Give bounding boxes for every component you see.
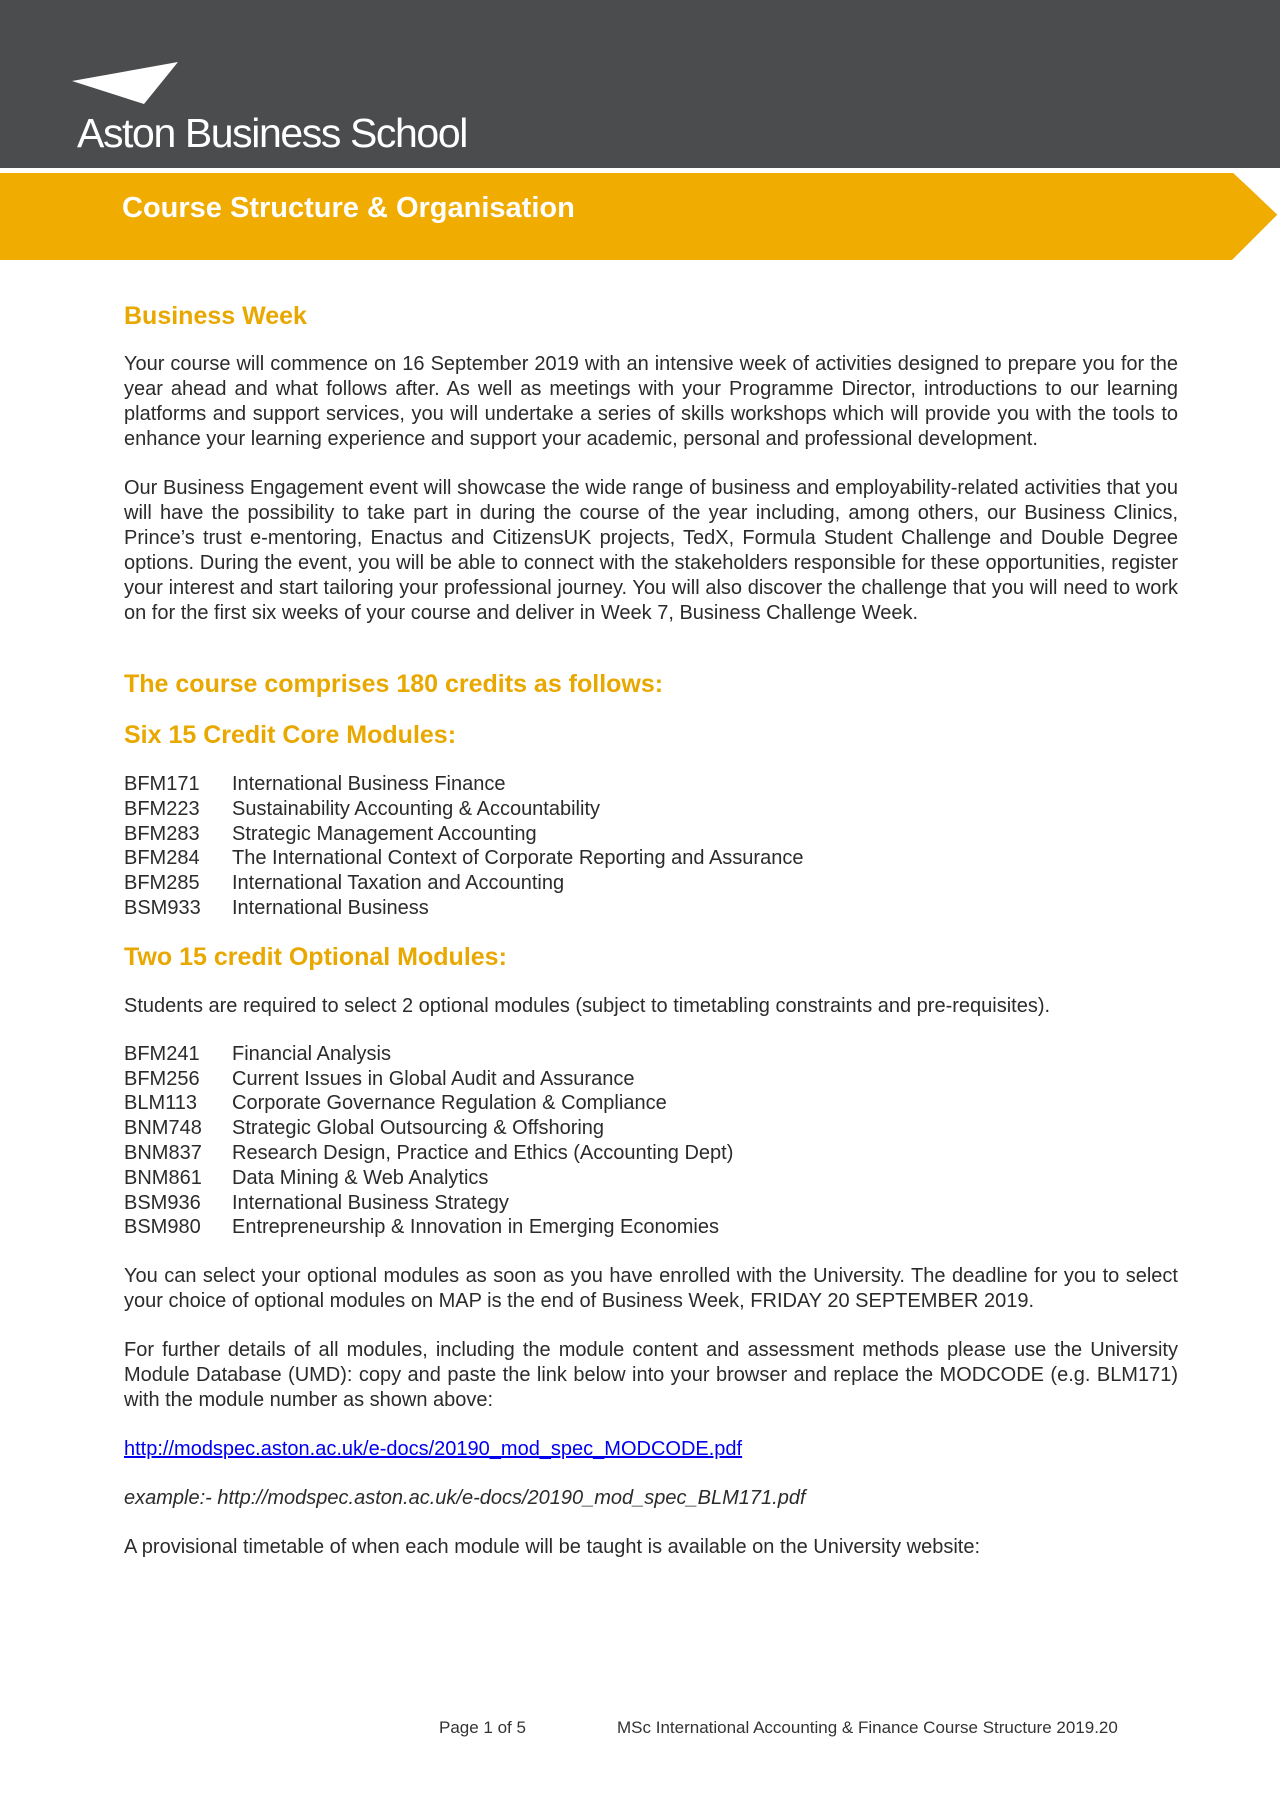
module-code: BFM241 [124, 1042, 200, 1065]
optional-module-row [124, 1091, 1178, 1116]
modspec-link[interactable]: http://modspec.aston.ac.uk/e-docs/20190_mod_spec_MODCODE.pdf [124, 1438, 743, 1461]
module-code: BNM861 [124, 1166, 202, 1189]
module-code: BSM936 [124, 1191, 201, 1214]
optional-module-list [124, 1042, 1178, 1240]
optional-module-row [124, 1067, 1178, 1092]
core-module-row [124, 896, 1178, 921]
business-week-heading: Business Week [124, 302, 307, 330]
module-title: Financial Analysis [232, 1042, 391, 1065]
module-code: BSM980 [124, 1216, 201, 1239]
module-title: International Business Strategy [232, 1191, 509, 1214]
module-code: BNM748 [124, 1117, 202, 1140]
module-title: International Business [232, 896, 429, 919]
module-code: BFM283 [124, 822, 200, 845]
page-title: Course Structure & Organisation [122, 192, 575, 224]
optional-module-row [124, 1191, 1178, 1216]
module-code: BFM256 [124, 1067, 200, 1090]
module-title: Strategic Management Accounting [232, 822, 537, 845]
footer-course-title: MSc International Accounting & Finance Course Structure 2019.20 [617, 1718, 1118, 1737]
module-details-paragraph: For further details of all modules, including the module content and assessment methods please use the University Module Database (UMD): copy and paste the link below into your browser and replace the MODCODE (e.g. BLM171) with the module number as shown above: [124, 1339, 1178, 1412]
core-module-row [124, 846, 1178, 871]
core-module-row [124, 797, 1178, 822]
optional-intro: Students are required to select 2 optional modules (subject to timetabling constraints and pre-requisites). [124, 994, 1051, 1017]
optional-modules-heading: Two 15 credit Optional Modules: [124, 942, 507, 971]
core-module-row [124, 822, 1178, 847]
logo-text: Aston Business School [77, 110, 467, 156]
core-module-row [124, 871, 1178, 896]
modspec-link-line [124, 1437, 1178, 1462]
module-title: Corporate Governance Regulation & Compliance [232, 1092, 667, 1115]
module-code: BNM837 [124, 1141, 202, 1164]
select-modules-paragraph: You can select your optional modules as soon as you have enrolled with the University. The deadline for you to select your choice of optional modules on MAP is the end of Business Week, FRIDAY 20 SEPTEMBER 2019. [124, 1265, 1178, 1313]
logo-triangle-icon [72, 60, 182, 110]
business-week-paragraph-2: Our Business Engagement event will showcase the wide range of business and employability-related activities that you will have the possibility to take part in during the course of the year including, among others, our Business Clinics, Prince’s trust e-mentoring, Enactus and CitizensUK projects, TedX, Formula Student Challenge and Double Degree options. During the event, you will be able to connect with the stakeholders responsible for these opportunities, register your interest and start tailoring your professional journey. You will also discover the challenge that you will need to work on for the first six weeks of your course and deliver in Week 7, Business Challenge Week. [124, 477, 1178, 624]
module-title: Current Issues in Global Audit and Assurance [232, 1067, 635, 1090]
core-modules-heading: Six 15 Credit Core Modules: [124, 721, 457, 749]
module-title: International Taxation and Accounting [232, 872, 565, 895]
module-title: Sustainability Accounting & Accountability [232, 797, 600, 820]
module-code: BFM285 [124, 872, 200, 895]
module-code: BLM113 [124, 1092, 198, 1115]
optional-module-row [124, 1116, 1178, 1141]
credits-heading: The course comprises 180 credits as follows: [124, 670, 664, 698]
module-title: Entrepreneurship & Innovation in Emerging Economies [232, 1216, 719, 1239]
core-module-list [124, 772, 1178, 921]
optional-module-row [124, 1141, 1178, 1166]
example-link-text: example:- http://modspec.aston.ac.uk/e-docs/20190_mod_spec_BLM171.pdf [124, 1487, 806, 1510]
module-title: International Business Finance [232, 773, 506, 795]
timetable-paragraph: A provisional timetable of when each module will be taught is available on the University website: [124, 1536, 981, 1559]
optional-module-row [124, 1166, 1178, 1191]
module-title: The International Context of Corporate Reporting and Assurance [232, 847, 804, 870]
module-title: Research Design, Practice and Ethics (Accounting Dept) [232, 1141, 734, 1164]
main-content [124, 302, 1178, 1560]
optional-module-row [124, 1215, 1178, 1240]
module-code: BFM284 [124, 847, 200, 870]
business-week-paragraph-1: Your course will commence on 16 September 2019 with an intensive week of activities designed to prepare you for the year ahead and what follows after. As well as meetings with your Programme Director, introductions to our learning platforms and support services, you will undertake a series of skills workshops which will provide you with the tools to enhance your learning experience and support your academic, personal and professional development. [124, 353, 1178, 450]
optional-module-row [124, 1042, 1178, 1067]
module-code: BSM933 [124, 896, 201, 919]
module-code: BFM223 [124, 797, 200, 820]
page-number: Page 1 of 5 [439, 1718, 526, 1737]
core-module-row [124, 772, 1178, 797]
module-title: Data Mining & Web Analytics [232, 1166, 489, 1189]
module-title: Strategic Global Outsourcing & Offshoring [232, 1117, 605, 1140]
module-code: BFM171 [124, 773, 200, 795]
